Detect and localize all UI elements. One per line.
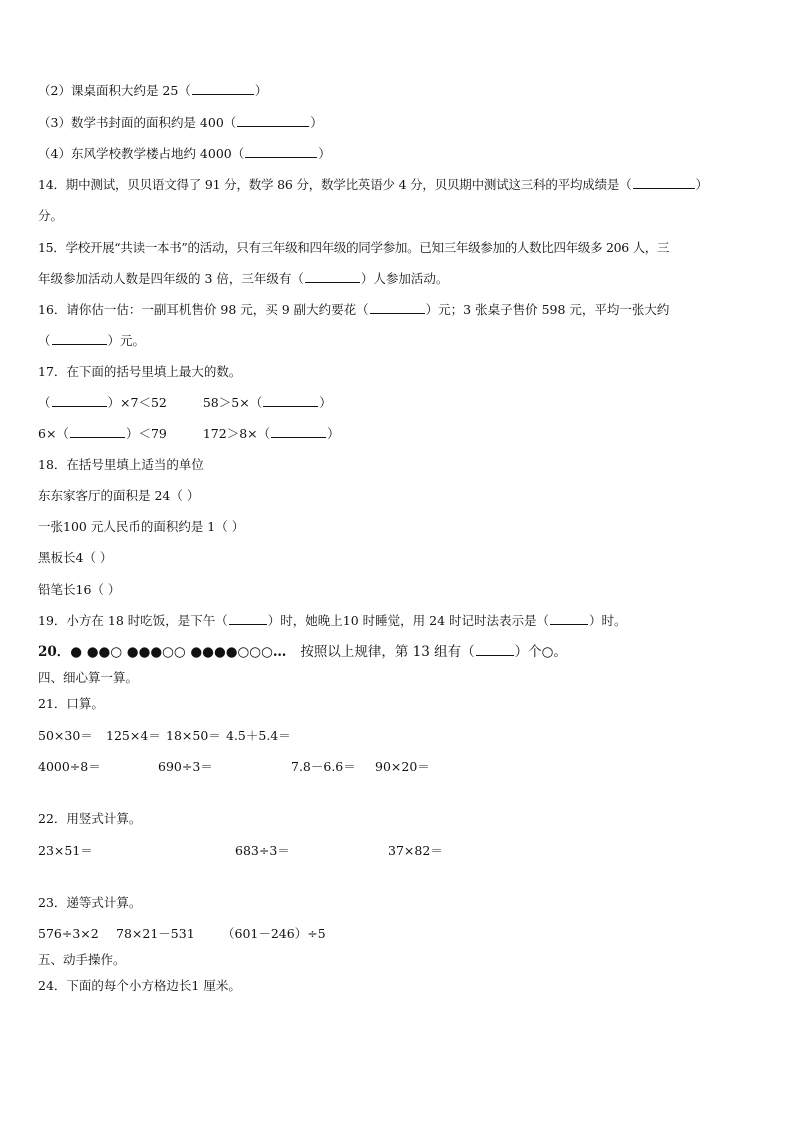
question-20: 20．● ●●○ ●●●○○ ●●●●○○○… 按照以上规律，第 13 组有（ ）个○。 (38, 644, 567, 660)
question-18-title: 18．在括号里填上适当的单位 (38, 457, 204, 472)
q13-item2: （2）课桌面积大约是 25（ ） (38, 83, 268, 98)
question-17-row2: 6×（ ）＜79 172＞8×（ ） (38, 426, 340, 441)
question-22-items: 23×51＝ 683÷3＝ 37×82＝ (38, 843, 443, 858)
question-14: 14．期中测试，贝贝语文得了 91 分，数学 86 分，数学比英语少 4 分，贝贝期中测试这三科的平均成绩是（ ） (38, 177, 708, 192)
question-17-title: 17．在下面的括号里填上最大的数。 (38, 364, 242, 379)
q13-item4: （4）东风学校教学楼占地约 4000（ ） (38, 146, 331, 161)
q20-pattern: 20．● ●●○ ●●●○○ ●●●●○○○… (38, 644, 287, 660)
question-14-cont: 分。 (38, 208, 64, 223)
question-21-row2: 4000÷8＝ 690÷3＝ 7.8－6.6＝ 90×20＝ (38, 759, 430, 774)
question-23-items: 576÷3×2 78×21－531 （601－246）÷5 (38, 926, 326, 941)
question-15-line2: 年级参加活动人数是四年级的 3 倍，三年级有（ ）人参加活动。 (38, 271, 449, 286)
section-5-heading: 五、动手操作。 (38, 952, 126, 967)
q19-text: 19．小方在 18 时吃饭，是下午（ (38, 613, 228, 628)
answer-blank[interactable] (245, 146, 317, 158)
answer-blank[interactable] (305, 271, 360, 283)
answer-blank[interactable] (192, 83, 254, 95)
q16-text: 16．请你估一估：一副耳机售价 98 元，买 9 副大约要花（ (38, 302, 369, 317)
question-21-title: 21．口算。 (38, 696, 104, 711)
q13-item3-text: （3）数学书封面的面积约是 400（ (38, 115, 237, 130)
answer-blank[interactable] (52, 333, 107, 345)
question-16-line1: 16．请你估一估：一副耳机售价 98 元，买 9 副大约要花（ ）元；3 张桌子售价 598 元，平均一张大约 (38, 302, 670, 317)
answer-blank[interactable] (271, 426, 326, 438)
answer-blank[interactable] (52, 395, 107, 407)
section-4-heading: 四、细心算一算。 (38, 670, 139, 685)
question-22-title: 22．用竖式计算。 (38, 811, 142, 826)
answer-blank[interactable] (229, 613, 267, 625)
q15-text: 15．学校开展“共读一本书”的活动，只有三年级和四年级的同学参加。已知三年级参加的人数比四年级多 206 人，三 (38, 240, 670, 255)
q13-item4-text: （4）东风学校教学楼占地约 4000（ (38, 146, 245, 161)
question-24-title: 24．下面的每个小方格边长1 厘米。 (38, 978, 241, 993)
q13-item3: （3）数学书封面的面积约是 400（ ） (38, 115, 323, 130)
answer-blank[interactable] (237, 115, 309, 127)
answer-blank[interactable] (263, 395, 318, 407)
answer-blank[interactable] (633, 177, 695, 189)
q14-text: 14．期中测试，贝贝语文得了 91 分，数学 86 分，数学比英语少 4 分，贝贝期中测试这三科的平均成绩是（ (38, 177, 632, 192)
answer-blank[interactable] (70, 426, 125, 438)
question-18-c: 黑板长4（ ） (38, 550, 113, 565)
question-18-a: 东东家客厅的面积是 24（ ） (38, 488, 200, 503)
answer-blank[interactable] (370, 302, 425, 314)
question-17-row1: （ ）×7＜52 58＞5×（ ） (38, 395, 332, 410)
q13-item2-text: （2）课桌面积大约是 25（ (38, 83, 191, 98)
question-16-line2: （ ）元。 (38, 333, 146, 348)
question-23-title: 23．递等式计算。 (38, 895, 142, 910)
answer-blank[interactable] (476, 644, 514, 656)
question-21-row1: 50×30＝ 125×4＝ 18×50＝ 4.5＋5.4＝ (38, 728, 291, 743)
answer-blank[interactable] (550, 613, 588, 625)
question-19: 19．小方在 18 时吃饭，是下午（ ）时，她晚上10 时睡觉，用 24 时记时法表示是（ ）时。 (38, 613, 627, 628)
question-18-b: 一张100 元人民币的面积约是 1（ ） (38, 519, 245, 534)
question-18-d: 铅笔长16（ ） (38, 582, 121, 597)
question-15-line1 (38, 240, 756, 256)
